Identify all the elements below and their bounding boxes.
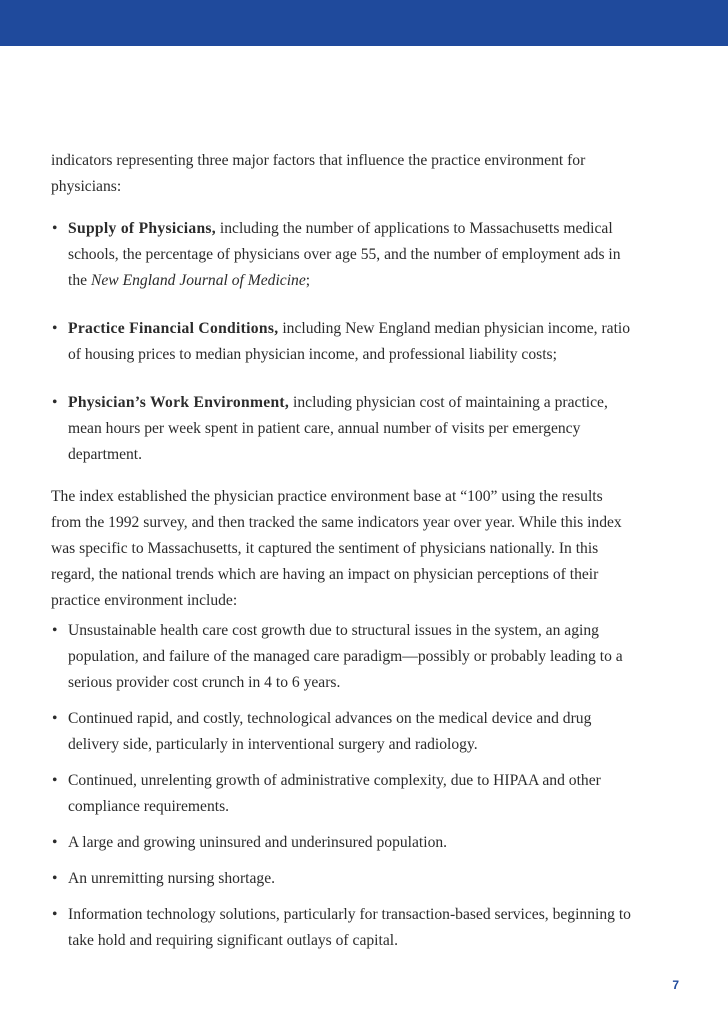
factor-text: including New England median physician income, ratio of housing prices to median physician income, and professional liability costs; xyxy=(68,320,631,363)
intro-paragraph: indicators representing three major factors that influence the practice environment for physicians: xyxy=(51,152,586,195)
trend-item: • Continued rapid, and costly, technological advances on the medical device and drug delivery side, particularly in interventional surgery and radiology. xyxy=(51,706,631,758)
factor-heading: Practice Financial Conditions, xyxy=(68,320,279,337)
trend-item: • Continued, unrelenting growth of administrative complexity, due to HIPAA and other compliance requirements. xyxy=(51,768,631,820)
factor-text: including physician cost of maintaining a practice, mean hours per week spent in patient care, annual number of visits per emergency department. xyxy=(68,394,608,463)
trend-item: • Unsustainable health care cost growth due to structural issues in the system, an aging population, and failure of the managed care paradigm—possibly or probably leading to a serious provider cost crunch in 4 to 6 years. xyxy=(51,618,631,696)
trend-item: • A large and growing uninsured and underinsured population. xyxy=(51,830,631,856)
index-paragraph: The index established the physician practice environment base at “100” using the results from the 1992 survey, and then tracked the same indicators year over year. While this index was specific to Massachusetts, it captured the sentiment of physicians nationally. In this regard, the national trends which are having an impact on physician perceptions of their practice environment include: xyxy=(51,488,622,609)
page-body xyxy=(51,148,631,954)
header-band xyxy=(0,0,728,46)
factor-heading: Physician’s Work Environment, xyxy=(68,394,290,411)
factor-item-work-environment xyxy=(51,390,631,468)
trend-item: • An unremitting nursing shortage. xyxy=(51,866,631,892)
factor-heading: Supply of Physicians, xyxy=(68,220,216,237)
page-number: 7 xyxy=(672,978,679,992)
factor-text: including the number of applications to Massachusetts medical schools, the percentage of physicians over age 55, and the number of employment ads in the xyxy=(68,220,621,289)
factor-item-supply xyxy=(51,216,631,294)
factor-item-financial xyxy=(51,316,631,368)
journal-title: New England Journal of Medicine xyxy=(90,272,306,289)
trend-item: • Information technology solutions, particularly for transaction-based services, beginning to take hold and requiring significant outlays of capital. xyxy=(51,902,631,954)
factor-text-end: ; xyxy=(305,272,311,289)
